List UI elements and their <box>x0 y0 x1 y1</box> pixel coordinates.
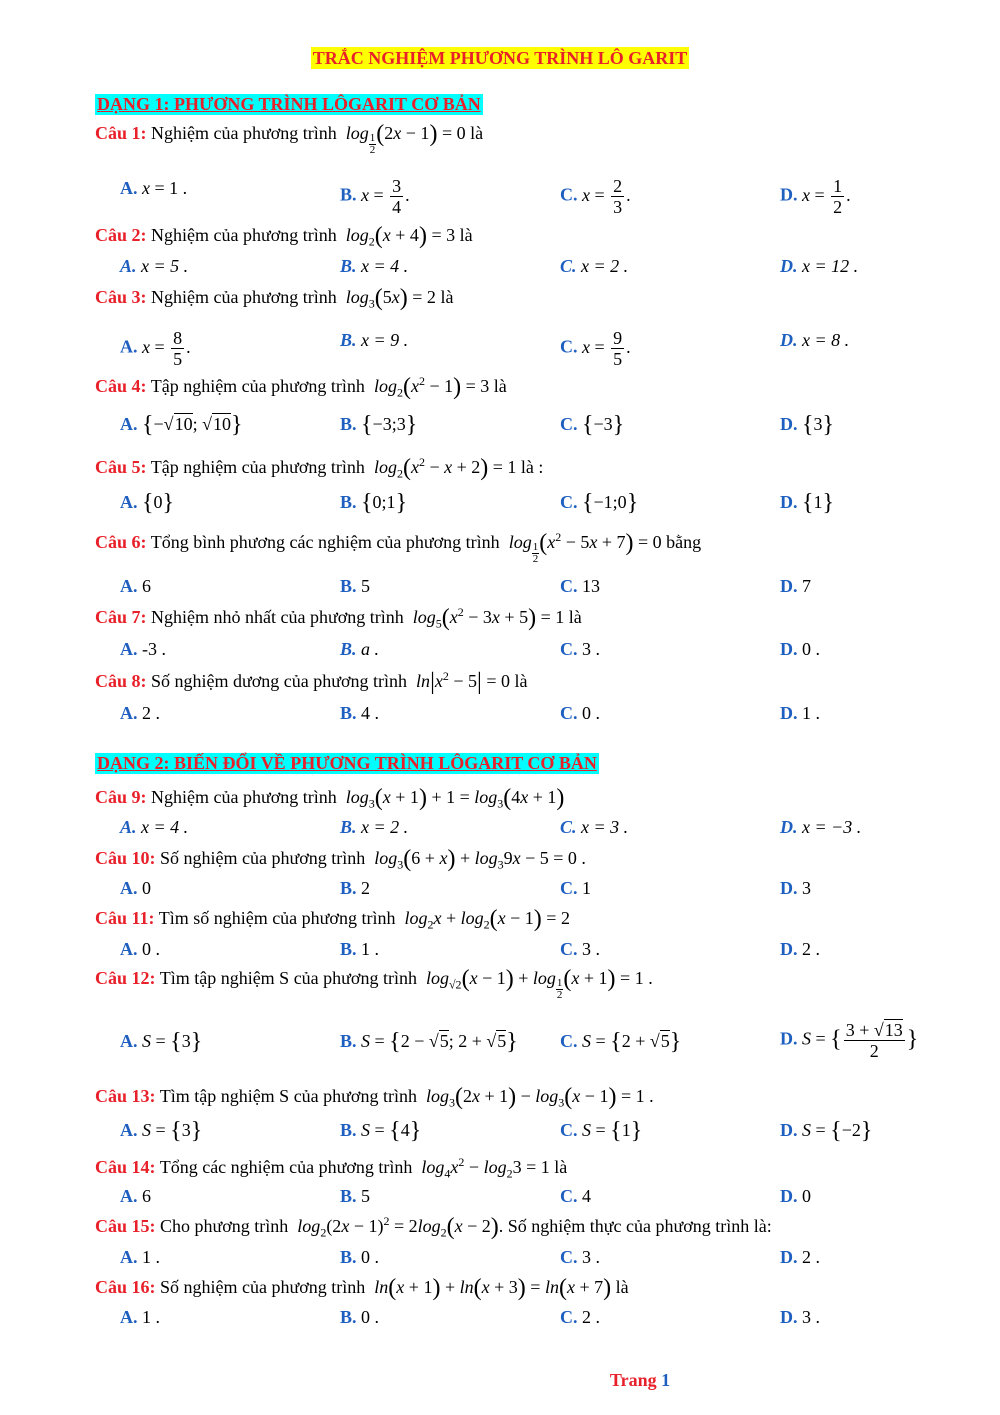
answer-2b[interactable]: B. x = 4 . <box>340 256 409 276</box>
equation: $\log_3(5x) = 2$ <box>341 285 436 311</box>
answer-1d[interactable]: D. x = $\frac{1}{2}$ . <box>780 176 851 217</box>
answer-9d[interactable]: D. x = −3 . <box>780 817 862 837</box>
answer-6d[interactable]: D. 7 <box>780 576 811 596</box>
answer-4b[interactable]: B. {−3;3} <box>340 412 418 438</box>
answer-6b[interactable]: B. 5 <box>340 576 371 596</box>
answer-3d[interactable]: D. x = 8 . <box>780 330 850 350</box>
answer-10d[interactable]: D. 3 <box>780 878 811 898</box>
answer-4d[interactable]: D. {3} <box>780 412 835 438</box>
answer-14a[interactable]: A. 6 <box>120 1186 151 1206</box>
answer-1a[interactable]: A. x = 1 . <box>120 178 188 198</box>
answer-3a[interactable]: A. x = $\frac{8}{5}$ . <box>120 328 191 369</box>
answer-13d[interactable]: D. S = {−2} <box>780 1118 873 1144</box>
answer-12d[interactable]: D. S = { $\frac{3 + √13}{2}$ } <box>780 1020 919 1061</box>
question-9: Câu 9: Nghiệm của phương trình $\log_3(x + 1) + 1 = \log_3(4x + 1)$ <box>95 785 565 811</box>
equation: $\log_2(x^2 - 1) = 3$ <box>369 374 490 400</box>
question-12: Câu 12: Tìm tập nghiệm S của phương trình $\log_{√2}(x - 1) + \log$ $\frac{1}{2}$ (x + 1) = 1 . <box>95 966 653 1001</box>
question-15: Câu 15: Cho phương trình $\log_2(2x - 1)^2 = 2\log_2(x - 2)$. Số nghiệm thực của phương trình là: <box>95 1214 772 1240</box>
answer-12b[interactable]: B. S = {2 − √5; 2 + √5} <box>340 1029 518 1055</box>
question-8: Câu 8: Số nghiệm dương của phương trình $\ln|x^2 - 5| = 0$ là <box>95 669 528 695</box>
equation: $\log_2(x^2 - x + 2) = 1$ <box>369 455 517 481</box>
answer-10b[interactable]: B. 2 <box>340 878 371 898</box>
answer-11c[interactable]: C. 3 . <box>560 939 600 959</box>
answer-5c[interactable]: C. {−1;0} <box>560 490 639 516</box>
equation: ln(x + 1) + ln(x + 3) = ln(x + 7) <box>369 1275 612 1301</box>
equation: $\log_2(2x - 1)^2 = 2\log_2(x - 2)$ <box>292 1214 499 1240</box>
question-2: Câu 2: Nghiệm của phương trình $\log_2(x + 4) = 3$ là <box>95 223 473 249</box>
question-1: Câu 1: Nghiệm của phương trình log $\frac{1}{2}$ (2x − 1) = 0 là <box>95 121 484 156</box>
answer-7c[interactable]: C. 3 . <box>560 639 600 659</box>
answer-1c[interactable]: C. x = $\frac{2}{3}$ . <box>560 176 631 217</box>
answer-13a[interactable]: A. S = {3} <box>120 1118 203 1144</box>
section-title-2: DẠNG 2: BIẾN ĐỔI VỀ PHƯƠNG TRÌNH LÔGARIT CƠ BẢN <box>97 753 597 773</box>
answer-4a[interactable]: A. {−√10; √10} <box>120 412 243 438</box>
answer-15d[interactable]: D. 2 . <box>780 1247 820 1267</box>
question-14: Câu 14: Tổng các nghiệm của phương trình $\log_4x^2 - \log_23 = 1$ là <box>95 1155 568 1181</box>
section-title-1: DẠNG 1: PHƯƠNG TRÌNH LÔGARIT CƠ BẢN <box>97 94 481 114</box>
answer-3c[interactable]: C. x = $\frac{9}{5}$ . <box>560 328 631 369</box>
answer-15c[interactable]: C. 3 . <box>560 1247 600 1267</box>
answer-2a[interactable]: A. x = 5 . <box>120 256 189 276</box>
question-3: Câu 3: Nghiệm của phương trình $\log_3(5x) = 2$ là <box>95 285 454 311</box>
equation: $\log_5(x^2 - 3x + 5) = 1$ <box>408 605 565 631</box>
answer-8a[interactable]: A. 2 . <box>120 703 160 723</box>
equation: $\log_3(6 + x) + \log_39x - 5 = 0$ . <box>369 846 586 872</box>
answer-13b[interactable]: B. S = {4} <box>340 1118 422 1144</box>
answer-9c[interactable]: C. x = 3 . <box>560 817 629 837</box>
equation: $\log_{√2}(x - 1) + \log$ $\frac{1}{2}$ (x + 1) = 1 . <box>421 966 653 1001</box>
answer-12a[interactable]: A. S = {3} <box>120 1029 203 1055</box>
equation: $\ln|x^2 - 5| = 0$ <box>411 669 510 695</box>
equation: log $\frac{1}{2}$ (2x − 1) = 0 <box>341 121 466 156</box>
question-4: Câu 4: Tập nghiệm của phương trình $\log_2(x^2 - 1) = 3$ là <box>95 374 507 400</box>
question-13: Câu 13: Tìm tập nghiệm S của phương trình $\log_3(2x + 1) - \log_3(x - 1) = 1$ . <box>95 1084 654 1110</box>
equation: $\log_3(x + 1) + 1 = \log_3(4x + 1)$ <box>341 785 565 811</box>
answer-8b[interactable]: B. 4 . <box>340 703 380 723</box>
answer-11d[interactable]: D. 2 . <box>780 939 820 959</box>
answer-5a[interactable]: A. {0} <box>120 490 175 516</box>
answer-8c[interactable]: C. 0 . <box>560 703 600 723</box>
answer-14b[interactable]: B. 5 <box>340 1186 371 1206</box>
answer-2d[interactable]: D. x = 12 . <box>780 256 859 276</box>
answer-11a[interactable]: A. 0 . <box>120 939 160 959</box>
document-title: TRẮC NGHIỆM PHƯƠNG TRÌNH LÔ GARIT <box>312 48 688 68</box>
answer-7a[interactable]: A. -3 . <box>120 639 166 659</box>
question-10: Câu 10: Số nghiệm của phương trình $\log_3(6 + x) + \log_39x - 5 = 0$ . <box>95 846 586 872</box>
answer-16b[interactable]: B. 0 . <box>340 1307 380 1327</box>
answer-10a[interactable]: A. 0 <box>120 878 151 898</box>
answer-4c[interactable]: C. {−3} <box>560 412 625 438</box>
answer-5b[interactable]: B. {0;1} <box>340 490 408 516</box>
equation: $\log_2(x + 4) = 3$ <box>341 223 456 249</box>
answer-7d[interactable]: D. 0 . <box>780 639 820 659</box>
answer-6a[interactable]: A. 6 <box>120 576 151 596</box>
page-footer: Trang 1 <box>609 1370 671 1390</box>
answer-11b[interactable]: B. 1 . <box>340 939 380 959</box>
answer-8d[interactable]: D. 1 . <box>780 703 820 723</box>
answer-6c[interactable]: C. 13 <box>560 576 600 596</box>
answer-10c[interactable]: C. 1 <box>560 878 591 898</box>
answer-14c[interactable]: C. 4 <box>560 1186 591 1206</box>
question-6: Câu 6: Tổng bình phương các nghiệm của phương trình log $\frac{1}{2}$ $(x^2 - 5x + 7) = 0$ bằng <box>95 530 702 565</box>
answer-16a[interactable]: A. 1 . <box>120 1307 160 1327</box>
equation: $\log_4x^2 - \log_23 = 1$ <box>416 1155 550 1181</box>
answer-9b[interactable]: B. x = 2 . <box>340 817 409 837</box>
answer-16c[interactable]: C. 2 . <box>560 1307 600 1327</box>
equation: log $\frac{1}{2}$ $(x^2 - 5x + 7) = 0$ <box>504 530 662 565</box>
equation: $\log_3(2x + 1) - \log_3(x - 1) = 1$ . <box>421 1084 654 1110</box>
answer-5d[interactable]: D. {1} <box>780 490 835 516</box>
answer-15a[interactable]: A. 1 . <box>120 1247 160 1267</box>
question-5: Câu 5: Tập nghiệm của phương trình $\log_2(x^2 - x + 2) = 1$ là : <box>95 455 544 481</box>
answer-15b[interactable]: B. 0 . <box>340 1247 380 1267</box>
answer-3b[interactable]: B. x = 9 . <box>340 330 409 350</box>
answer-2c[interactable]: C. x = 2 . <box>560 256 629 276</box>
equation: $\log_2x + \log_2(x - 1) = 2$ <box>399 906 570 932</box>
answer-9a[interactable]: A. x = 4 . <box>120 817 189 837</box>
question-16: Câu 16: Số nghiệm của phương trình ln(x + 1) + ln(x + 3) = ln(x + 7) là <box>95 1275 629 1301</box>
answer-1b[interactable]: B. x = $\frac{3}{4}$ . <box>340 176 410 217</box>
answer-16d[interactable]: D. 3 . <box>780 1307 820 1327</box>
answer-13c[interactable]: C. S = {1} <box>560 1118 643 1144</box>
answer-14d[interactable]: D. 0 <box>780 1186 811 1206</box>
answer-12c[interactable]: C. S = {2 + √5} <box>560 1029 682 1055</box>
question-7: Câu 7: Nghiệm nhỏ nhất của phương trình $\log_5(x^2 - 3x + 5) = 1$ là <box>95 605 582 631</box>
answer-7b[interactable]: B. a . <box>340 639 380 659</box>
question-11: Câu 11: Tìm số nghiệm của phương trình $\log_2x + \log_2(x - 1) = 2$ <box>95 906 570 932</box>
